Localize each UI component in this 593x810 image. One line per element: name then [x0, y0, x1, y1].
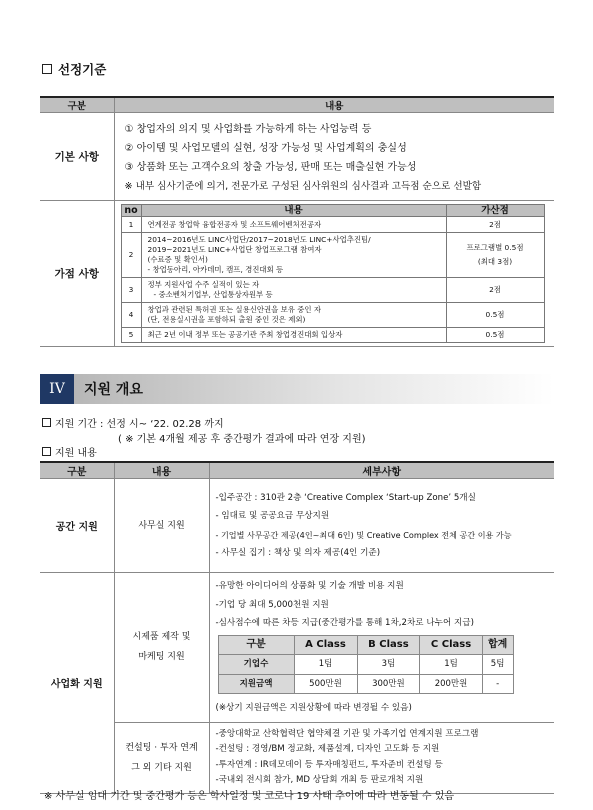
support-content-label: 지원 내용: [55, 448, 97, 459]
detail-line: -투자연계 : IR데모데이 등 투자매칭펀드, 투자준비 컨설팅 등: [215, 759, 443, 770]
class-header: A Class: [294, 635, 357, 655]
cell: 3팀: [357, 655, 420, 675]
support-content-line: [42, 444, 97, 459]
section-numeral: IV: [40, 374, 74, 404]
basic-note: ※ 내부 심사기준에 의거, 전문가로 구성된 심사위원의 심사결과 고득점 순으로 선발함: [124, 180, 482, 192]
content-line: 컨설팅 · 투자 연계: [125, 742, 198, 753]
section-heading-selection: [42, 60, 106, 78]
header-content: 내용: [114, 97, 554, 113]
bonus-points: [446, 328, 544, 343]
bonus-label: 가점 사항: [40, 201, 114, 347]
detail-line: -기업 당 최대 5,000천원 지원: [215, 599, 329, 610]
header-category: 구분: [40, 462, 114, 479]
header-detail: 세부사항: [209, 462, 554, 479]
footnote: ※ 사무실 임대 기간 및 중간평가 등은 학사일정 및 코로나 19 사태 추이에 따라 변동될 수 있음: [44, 791, 455, 802]
bonus-criteria-line: 연계전공 창업학 융합전공자 및 소프트웨어벤처전공자: [147, 219, 322, 229]
bonus-criteria-line: (단, 전용실시권을 포함하되 출원 중인 것은 제외): [147, 315, 306, 324]
row-header: 기업수: [218, 655, 294, 675]
table-row: [218, 674, 513, 694]
bonus-no: 4: [121, 303, 141, 328]
bonus-points-line: 0.5점: [485, 330, 505, 339]
bonus-no: 1: [121, 217, 141, 233]
basic-row: [40, 113, 554, 201]
class-header-row: [218, 635, 513, 655]
table-row: [121, 303, 544, 328]
detail-line: -심사점수에 따른 차등 지급(중간평가를 통해 1차,2차로 나누어 지급): [215, 618, 474, 628]
space-support-row: [40, 479, 554, 573]
bonus-header-points: 가산점: [446, 205, 544, 217]
prototype-support-row: [40, 573, 554, 723]
bonus-points: [446, 217, 544, 233]
bonus-criteria-line: 창업과 관련된 특허권 또는 실용신안권을 보유 중인 자: [147, 305, 322, 314]
biz-category: 사업화 지원: [40, 573, 114, 794]
bonus-points-line: 2점: [489, 219, 501, 229]
support-period-note: ( ※ 기본 4개월 제공 후 중간평가 결과에 따라 연장 지원): [118, 434, 366, 445]
bonus-criteria-line: 정부 지원사업 수주 실적이 있는 자: [147, 280, 260, 289]
square-bullet-icon: [42, 64, 52, 74]
bonus-criteria-line: 2019~2021년도 LINC+사업단 창업프로그램 참여자: [147, 245, 322, 254]
table-row: [218, 655, 513, 675]
space-category: 공간 지원: [40, 479, 114, 573]
bonus-header-row: [121, 205, 544, 217]
bonus-points: [446, 233, 544, 278]
bonus-content: [114, 201, 554, 347]
bonus-criteria: [141, 278, 446, 303]
consulting-support-row: [40, 722, 554, 793]
funding-note: (※상기 지원금액은 지원상황에 따라 변경될 수 있음): [215, 703, 412, 713]
detail-line: -국내외 전시회 참가, MD 상담회 개최 등 판로개척 지원: [215, 775, 424, 785]
content-line: 시제품 제작 및: [132, 632, 191, 643]
header-category: 구분: [40, 97, 114, 113]
detail-line: -유망한 아이디어의 상품화 및 기술 개발 비용 지원: [215, 581, 404, 591]
detail-line: -컨설팅 : 경영/BM 정교화, 제품설계, 디자인 고도화 등 지원: [215, 744, 440, 754]
prototype-content: [114, 573, 209, 723]
cell: 1팀: [294, 655, 357, 675]
space-details: [209, 479, 554, 573]
detail-line: - 임대료 및 공공요금 무상지원: [215, 511, 330, 521]
prototype-details: [209, 573, 554, 723]
space-content: 사무실 지원: [114, 479, 209, 573]
basic-label: 기본 사항: [40, 113, 114, 201]
bonus-criteria: [141, 303, 446, 328]
detail-line: -중앙대학교 산학협력단 협약체결 기관 및 가족기업 연계지원 프로그램: [215, 728, 479, 739]
basic-line: ③ 상품화 또는 고객수요의 창출 가능성, 판매 또는 매출실현 가능성: [124, 161, 417, 173]
basic-line: ① 창업자의 의지 및 사업화를 가능하게 하는 사업능력 등: [124, 123, 372, 135]
class-header: 합계: [482, 635, 513, 655]
bonus-points: [446, 303, 544, 328]
bonus-points-table: [121, 204, 545, 343]
table-header-row: [40, 97, 554, 113]
bonus-points-line: 2점: [489, 285, 501, 294]
class-header: B Class: [357, 635, 420, 655]
cell: 1팀: [420, 655, 482, 675]
bonus-points: [446, 278, 544, 303]
table-row: [121, 328, 544, 343]
cell: 300만원: [357, 674, 420, 694]
section-title: 지원 개요: [74, 374, 554, 404]
table-row: [121, 278, 544, 303]
content-line: 마케팅 지원: [138, 652, 185, 663]
bonus-criteria-line: 최근 2년 이내 정부 또는 공공기관 주최 창업경진대회 입상자: [147, 330, 343, 339]
selection-criteria-table: [40, 96, 554, 347]
row-header: 지원금액: [218, 674, 294, 694]
cell: 5팀: [482, 655, 513, 675]
support-period-line: [42, 415, 224, 430]
bonus-row: [40, 201, 554, 347]
table-row: [121, 233, 544, 278]
class-header: C Class: [420, 635, 482, 655]
section-title: 선정기준: [58, 62, 107, 77]
square-bullet-icon: [42, 447, 51, 456]
bonus-criteria: [141, 233, 446, 278]
basic-line: ② 아이템 및 사업모델의 실현, 성장 가능성 및 사업계획의 충실성: [124, 142, 407, 154]
class-header: 구분: [218, 635, 294, 655]
consulting-details: [209, 722, 554, 793]
bonus-criteria-line: 2014~2016년도 LINC사업단/2017~2018년도 LINC+사업추진팀/: [147, 235, 371, 244]
detail-line: - 기업별 사무공간 제공(4인~최대 6인) 및 Creative Complex 전체 공간 이용 가능: [215, 529, 512, 540]
table-header-row: [40, 462, 554, 479]
bonus-header-content: 내용: [141, 205, 446, 217]
section-iv-banner: [40, 374, 554, 404]
bonus-criteria-line: - 중소벤처기업부, 산업통상자원부 등: [153, 290, 273, 299]
bonus-no: 3: [121, 278, 141, 303]
table-row: [121, 217, 544, 233]
cell: -: [482, 674, 513, 694]
content-line: 그 외 기타 지원: [131, 762, 192, 773]
bonus-points-line: 프로그램별 0.5점: [466, 243, 524, 252]
bonus-criteria: [141, 328, 446, 343]
bonus-no: 2: [121, 233, 141, 278]
cell: 500만원: [294, 674, 357, 694]
support-period: 지원 기간 : 선정 시~ ‘22. 02.28 까지: [55, 419, 224, 430]
consulting-content: [114, 722, 209, 793]
bonus-points-line: (최대 3점): [477, 257, 513, 266]
bonus-criteria-line: (수료증 및 확인서): [147, 255, 208, 264]
class-funding-table: [218, 635, 514, 695]
bonus-no: 5: [121, 328, 141, 343]
bonus-criteria-line: - 창업동아리, 아카데미, 캠프, 경진대회 등: [147, 265, 284, 274]
bonus-points-line: 0.5점: [485, 310, 505, 319]
detail-line: -입주공간 : 310관 2층 ‘Creative Complex ‘Start-up Zone’ 5개실: [215, 492, 476, 503]
basic-content: [114, 113, 554, 201]
header-content: 내용: [114, 462, 209, 479]
support-overview-table: [40, 461, 554, 794]
cell: 200만원: [420, 674, 482, 694]
bonus-criteria: [141, 217, 446, 233]
detail-line: - 사무실 집기 : 책상 및 의자 제공(4인 기준): [215, 548, 381, 558]
square-bullet-icon: [42, 418, 51, 427]
bonus-header-no: no: [121, 205, 141, 217]
